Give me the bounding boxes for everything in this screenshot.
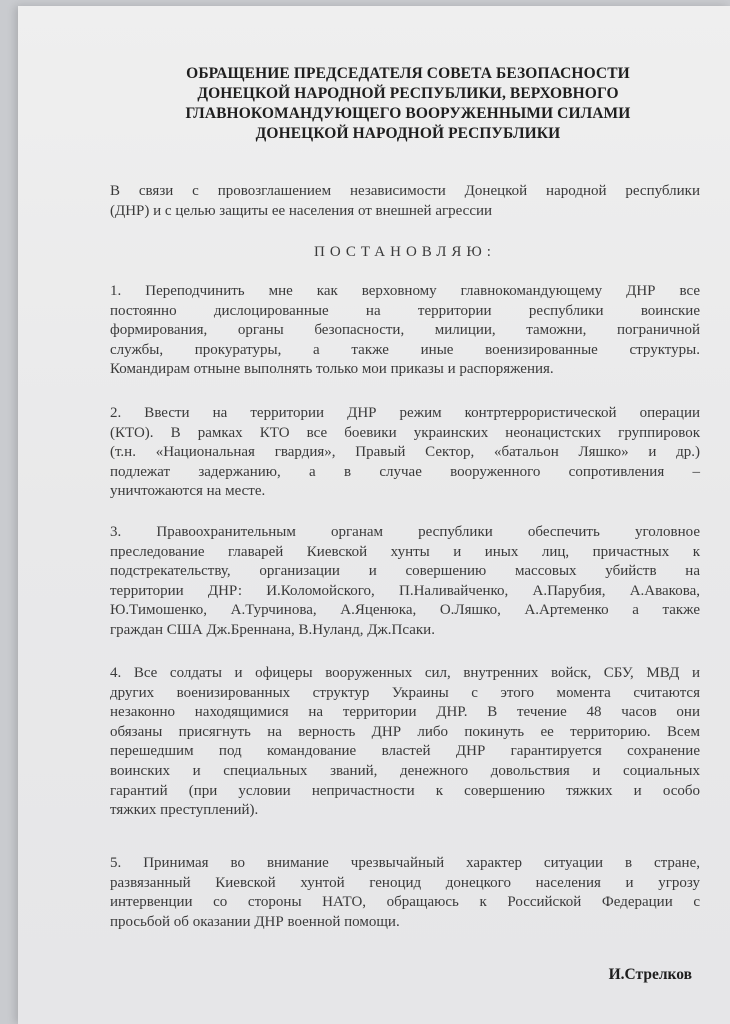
paragraph-2	[110, 404, 700, 502]
title-line: ГЛАВНОКОМАНДУЮЩЕГО ВООРУЖЕННЫМИ СИЛАМИ	[185, 105, 631, 122]
decree-heading: ПОСТАНОВЛЯЮ:	[314, 244, 496, 260]
paragraph-line: формирования, органы безопасности, милиции, таможни, пограничной	[110, 322, 700, 339]
paragraph-line: 4. Все солдаты и офицеры вооруженных сил, внутренних войск, СБУ, МВД и	[110, 665, 700, 681]
preamble	[110, 182, 700, 221]
paragraph-line: обязаны присягнуть на верность ДНР либо покинуть ее территорию. Всем	[110, 723, 700, 740]
paragraph-line: (КТО). В рамках КТО все боевики украинских неонацистских группировок	[110, 424, 700, 441]
preamble-line: (ДНР) и с целью защиты ее населения от внешней агрессии	[110, 202, 493, 219]
paragraph-line: Командирам отныне выполнять только мои приказы и распоряжения.	[110, 361, 554, 378]
paragraph-line: 2. Ввести на территории ДНР режим контртеррористической операции	[110, 405, 700, 421]
paragraph-line: 1. Переподчинить мне как верховному главнокомандующему ДНР все	[110, 283, 700, 299]
paragraph-line: постоянно дислоцированные на территории республики воинские	[110, 302, 700, 319]
title-line: ОБРАЩЕНИЕ ПРЕДСЕДАТЕЛЯ СОВЕТА БЕЗОПАСНОСТИ	[186, 65, 630, 82]
paragraph-line: подстрекательству, организации и совершению массовых убийств на	[110, 563, 700, 580]
paragraph-line: (т.н. «Национальная гвардия», Правый Сектор, «батальон Ляшко» и др.)	[110, 444, 700, 461]
paragraph-line: Ю.Тимошенко, А.Турчинова, А.Яценюка, О.Ляшко, А.Артеменко а также	[110, 602, 700, 619]
signature: И.Стрелков	[608, 966, 692, 983]
paragraph-line: перешедшим под командование властей ДНР гарантируется сохранение	[110, 743, 700, 760]
paragraph-line: других военизированных структур Украины с этого момента считаются	[110, 684, 700, 701]
title-line: ДОНЕЦКОЙ НАРОДНОЙ РЕСПУБЛИКИ, ВЕРХОВНОГО	[197, 85, 619, 102]
document-title	[108, 64, 708, 144]
paragraph-line: незаконно находящимися на территории ДНР. В течение 48 часов они	[110, 704, 700, 721]
paragraph-line: 5. Принимая во внимание чрезвычайный характер ситуации в стране,	[110, 855, 700, 871]
paragraph-line: подлежат задержанию, а в случае вооруженного сопротивления –	[110, 463, 700, 480]
paragraph-line: уничтожаются на месте.	[110, 483, 266, 500]
paragraph-3	[110, 523, 700, 641]
preamble-line: В связи с провозглашением независимости Донецкой народной республики	[110, 183, 700, 199]
paragraph-line: развязанный Киевской хунтой геноцид донецкого населения и угрозу	[110, 874, 700, 891]
document-page	[18, 6, 730, 1024]
paragraph-line: территории ДНР: И.Коломойского, П.Наливайченко, А.Парубия, А.Авакова,	[110, 582, 700, 599]
paragraph-1	[110, 282, 700, 380]
paragraph-line: службы, прокуратуры, а также иные военизированные структуры.	[110, 341, 700, 358]
paragraph-line: воинских и специальных званий, денежного довольствия и социальных	[110, 762, 700, 779]
paragraph-line: гарантий (при условии непричастности к совершению тяжких и особо	[110, 782, 700, 799]
paragraph-4	[110, 664, 700, 821]
paragraph-5	[110, 854, 700, 932]
paragraph-line: просьбой об оказании ДНР военной помощи.	[110, 913, 400, 930]
paragraph-line: граждан США Дж.Бреннана, В.Нуланд, Дж.Псаки.	[110, 621, 435, 638]
paragraph-line: тяжких преступлений).	[110, 802, 259, 819]
paragraph-line: преследование главарей Киевской хунты и иных лиц, причастных к	[110, 543, 700, 560]
title-line: ДОНЕЦКОЙ НАРОДНОЙ РЕСПУБЛИКИ	[255, 125, 561, 142]
paragraph-line: интервенции со стороны НАТО, обращаюсь к Российской Федерации с	[110, 894, 700, 911]
paragraph-line: 3. Правоохранительным органам республики обеспечить уголовное	[110, 524, 700, 540]
